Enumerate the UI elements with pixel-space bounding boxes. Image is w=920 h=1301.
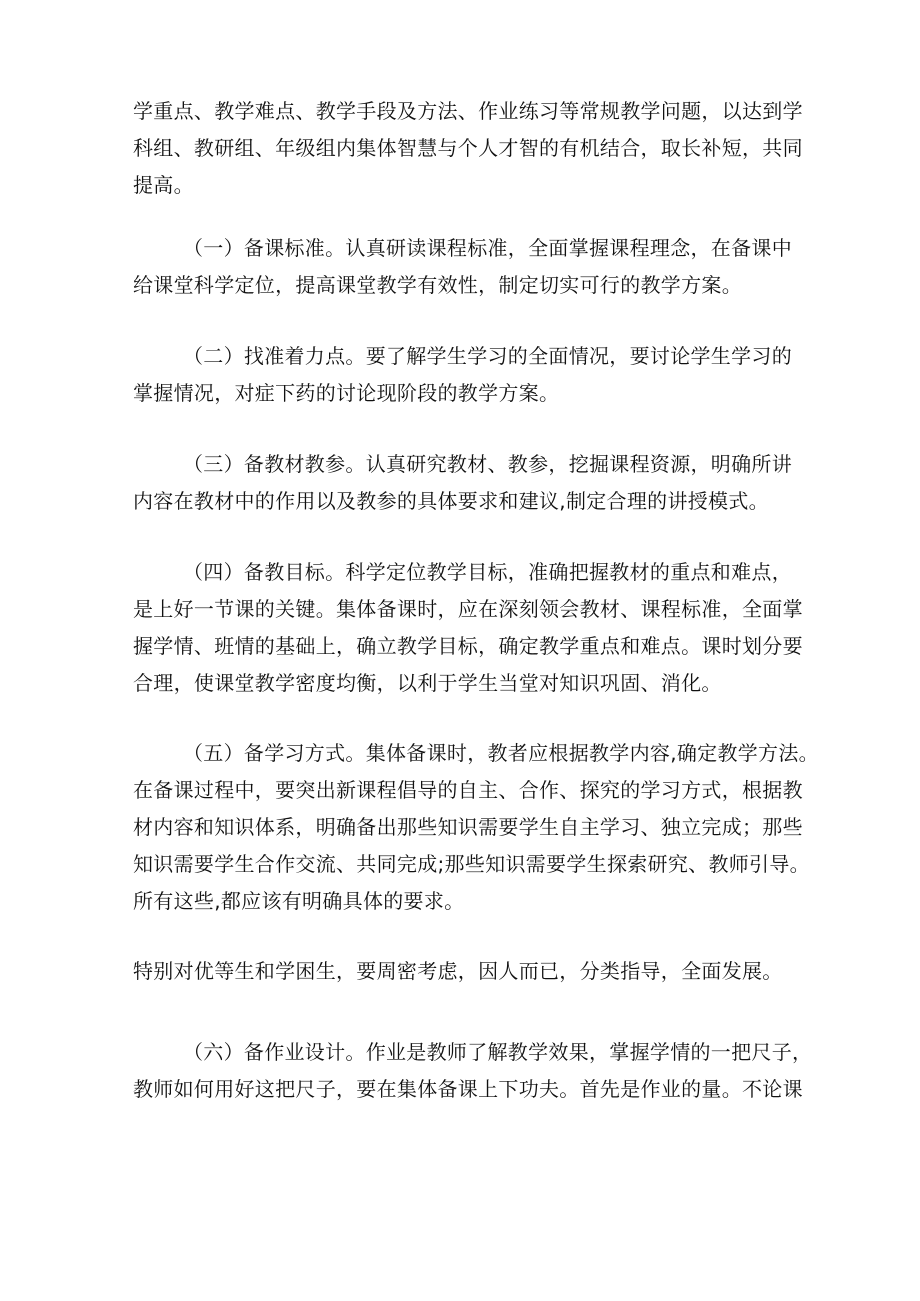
text-line: 教师如何用好这把尺子，要在集体备课上下功夫。首先是作业的量。不论课 — [133, 1077, 803, 1101]
text-line: （六）备作业设计。作业是教师了解教学效果，掌握学情的一把尺子， — [183, 1040, 813, 1064]
paragraph-section-5 — [133, 735, 819, 920]
text-line: （五）备学习方式。集体备课时，教者应根据教学内容,确定教学方法。 — [183, 741, 819, 765]
text-line: （一）备课标准。认真研读课程标准，全面掌握课程理念，在备课中 — [183, 236, 792, 260]
text-line: 特别对优等生和学困生，要周密考虑，因人而已，分类指导，全面发展。 — [133, 959, 783, 983]
paragraph-section-2 — [133, 338, 801, 412]
paragraph-intro-continuation — [133, 93, 801, 204]
text-line: （二）找准着力点。要了解学生学习的全面情况，要讨论学生学习的 — [183, 344, 792, 368]
text-line: 材内容和知识体系，明确备出那些知识需要学生自主学习、独立完成；那些 — [133, 815, 803, 839]
text-line: 掌握情况，对症下药的讨论现阶段的教学方案。 — [133, 381, 560, 405]
paragraph-section-6 — [133, 1034, 813, 1108]
text-line: 提高。 — [133, 173, 194, 197]
text-line: 握学情、班情的基础上，确立教学目标，确定教学重点和难点。课时划分要 — [133, 634, 803, 658]
text-line: 所有这些,都应该有明确具体的要求。 — [133, 889, 465, 913]
text-line: 科组、教研组、年级组内集体智慧与个人才智的有机结合，取长补短，共同 — [133, 136, 803, 160]
text-line: 在备课过程中，要突出新课程倡导的自主、合作、探究的学习方式，根据教 — [133, 778, 803, 802]
paragraph-section-4 — [133, 554, 801, 702]
text-line: 是上好一节课的关键。集体备课时，应在深刻领会教材、课程标准，全面掌 — [133, 597, 803, 621]
text-line: 合理，使课堂教学密度均衡，以利于学生当堂对知识巩固、消化。 — [133, 671, 722, 695]
text-line: 内容在教材中的作用以及教参的具体要求和建议,制定合理的讲授模式。 — [133, 489, 769, 513]
paragraph-special-note — [133, 953, 801, 990]
text-line: （三）备教材教参。认真研究教材、教参，挖掘课程资源，明确所讲 — [183, 452, 792, 476]
text-line: （四）备教目标。科学定位教学目标，准确把握教材的重点和难点， — [183, 560, 792, 584]
text-line: 给课堂科学定位，提高课堂教学有效性，制定切实可行的教学方案。 — [133, 273, 742, 297]
paragraph-section-3 — [133, 446, 801, 520]
text-line: 学重点、教学难点、教学手段及方法、作业练习等常规教学问题，以达到学 — [133, 99, 803, 123]
paragraph-section-1 — [133, 230, 801, 304]
text-line: 知识需要学生合作交流、共同完成;那些知识需要学生探索研究、教师引导。 — [133, 852, 810, 876]
